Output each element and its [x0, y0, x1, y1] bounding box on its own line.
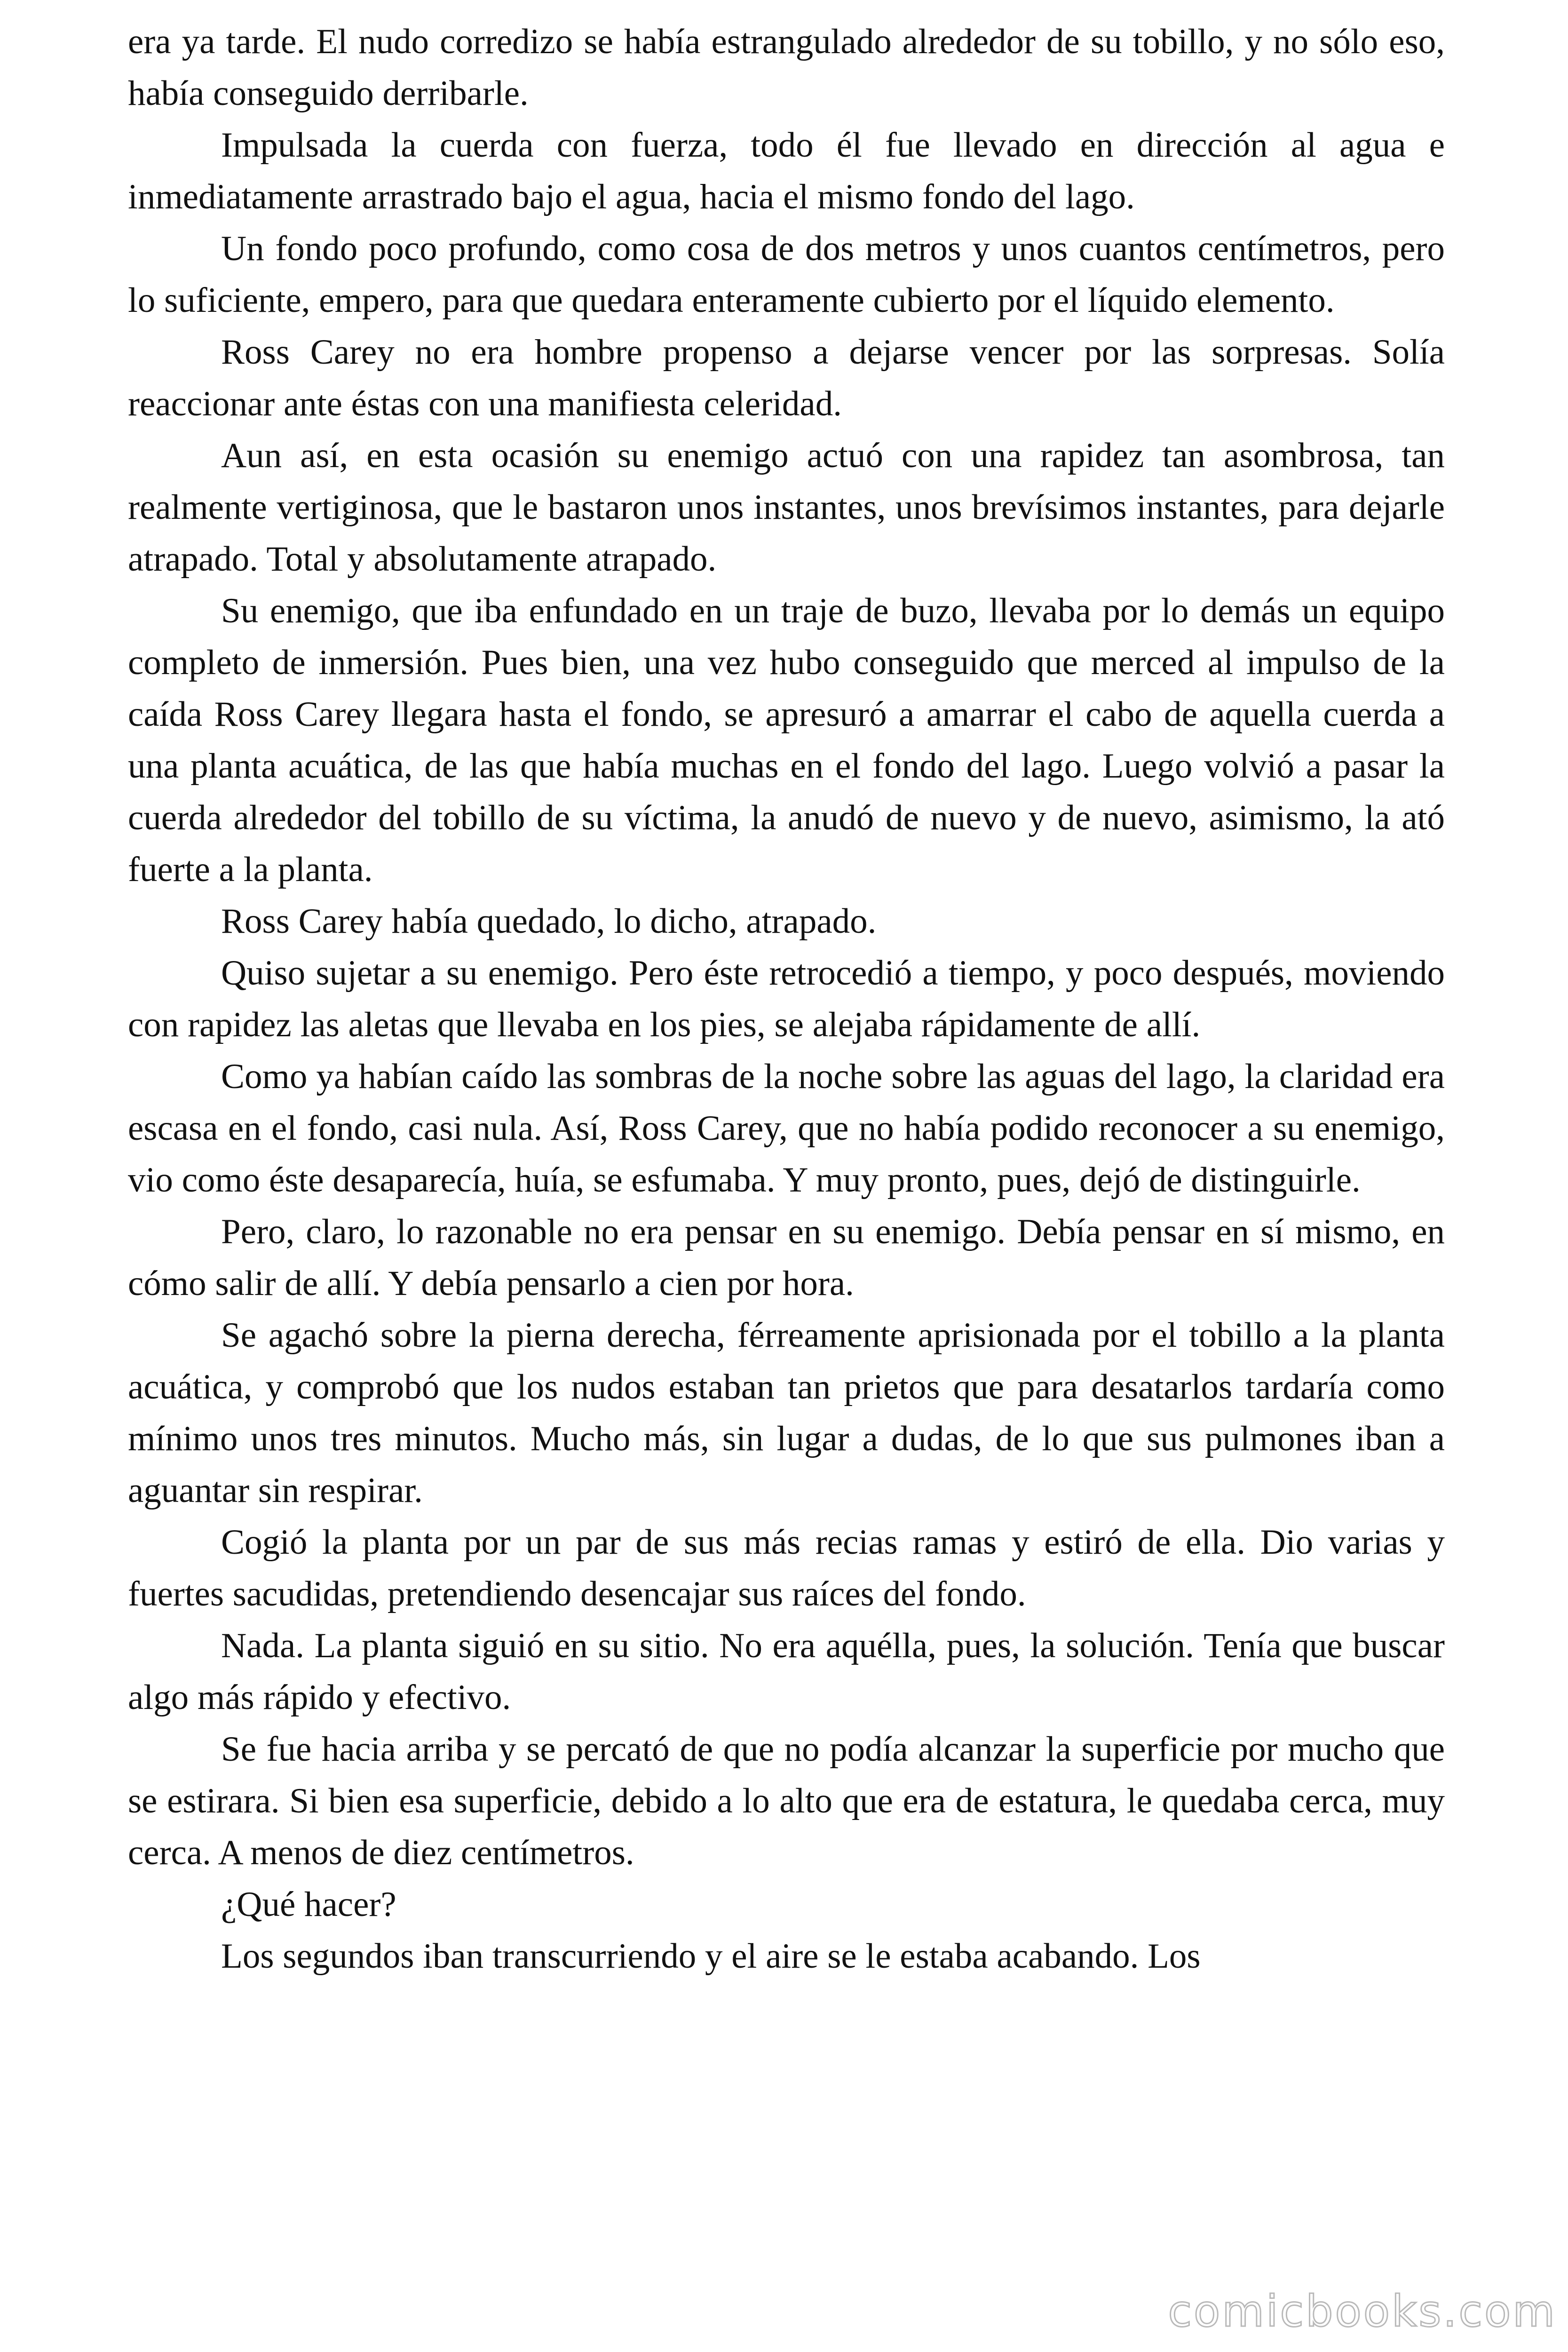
paragraph: Se agachó sobre la pierna derecha, férreamente aprisionada por el tobillo a la planta acuática, y comprobó que los nudos estaban tan prietos que para desatarlos tardaría como mínimo unos tres minutos. Mucho más, sin lugar a dudas, de lo que sus pulmones iban a aguantar sin respirar. [128, 1316, 1445, 1510]
paragraph: Cogió la planta por un par de sus más recias ramas y estiró de ella. Dio varias y fuertes sacudidas, pretendiendo desencajar sus raíces del fondo. [128, 1523, 1445, 1613]
paragraph: era ya tarde. El nudo corredizo se había estrangulado alrededor de su tobillo, y no sólo eso, había conseguido derribarle. [128, 22, 1445, 113]
paragraph-last-line: Los segundos iban transcurriendo y el aire se le estaba acabando. Los [221, 1937, 1201, 1976]
paragraph: Su enemigo, que iba enfundado en un traje de buzo, llevaba por lo demás un equipo completo de inmersión. Pues bien, una vez hubo conseguido que merced al impulso de la caída Ross Carey llegara hasta el fondo, se apresuró a amarrar el cabo de aquella cuerda a una planta acuática, de las que había muchas en el fondo del lago. Luego volvió a pasar la cuerda alrededor del tobillo de su víctima, la anudó de nuevo y de nuevo, asimismo, la ató fuerte a la planta. [128, 591, 1445, 889]
watermark: comicbooks.com [1168, 2286, 1557, 2336]
paragraph: Un fondo poco profundo, como cosa de dos metros y unos cuantos centímetros, pero lo suficiente, empero, para que quedara enteramente cubierto por el líquido elemento. [128, 229, 1445, 320]
paragraph: Nada. La planta siguió en su sitio. No era aquélla, pues, la solución. Tenía que buscar algo más rápido y efectivo. [128, 1626, 1445, 1717]
paragraph: Aun así, en esta ocasión su enemigo actuó con una rapidez tan asombrosa, tan realmente vertiginosa, que le bastaron unos instantes, unos brevísimos instantes, para dejarle atrapado. Total y absolutamente atrapado. [128, 436, 1445, 579]
paragraph: Impulsada la cuerda con fuerza, todo él fue llevado en dirección al agua e inmediatamente arrastrado bajo el agua, hacia el mismo fondo del lago. [128, 126, 1445, 216]
document-page [128, 16, 1445, 2335]
paragraph: Pero, claro, lo razonable no era pensar en su enemigo. Debía pensar en sí mismo, en cómo salir de allí. Y debía pensarlo a cien por hora. [128, 1212, 1445, 1303]
paragraph: Como ya habían caído las sombras de la noche sobre las aguas del lago, la claridad era escasa en el fondo, casi nula. Así, Ross Carey, que no había podido reconocer a su enemigo, vio como éste desaparecía, huía, se esfumaba. Y muy pronto, pues, dejó de distinguirle. [128, 1057, 1445, 1200]
paragraph: Ross Carey no era hombre propenso a dejarse vencer por las sorpresas. Solía reaccionar ante éstas con una manifiesta celeridad. [128, 333, 1445, 423]
paragraph: Ross Carey había quedado, lo dicho, atrapado. [221, 902, 877, 941]
paragraph: ¿Qué hacer? [221, 1885, 396, 1924]
paragraph: Quiso sujetar a su enemigo. Pero éste retrocedió a tiempo, y poco después, moviendo con rapidez las aletas que llevaba en los pies, se alejaba rápidamente de allí. [128, 954, 1445, 1044]
paragraph: Se fue hacia arriba y se percató de que no podía alcanzar la superficie por mucho que se estirara. Si bien esa superficie, debido a lo alto que era de estatura, le quedaba cerca, muy cerca. A menos de diez centímetros. [128, 1730, 1445, 1872]
